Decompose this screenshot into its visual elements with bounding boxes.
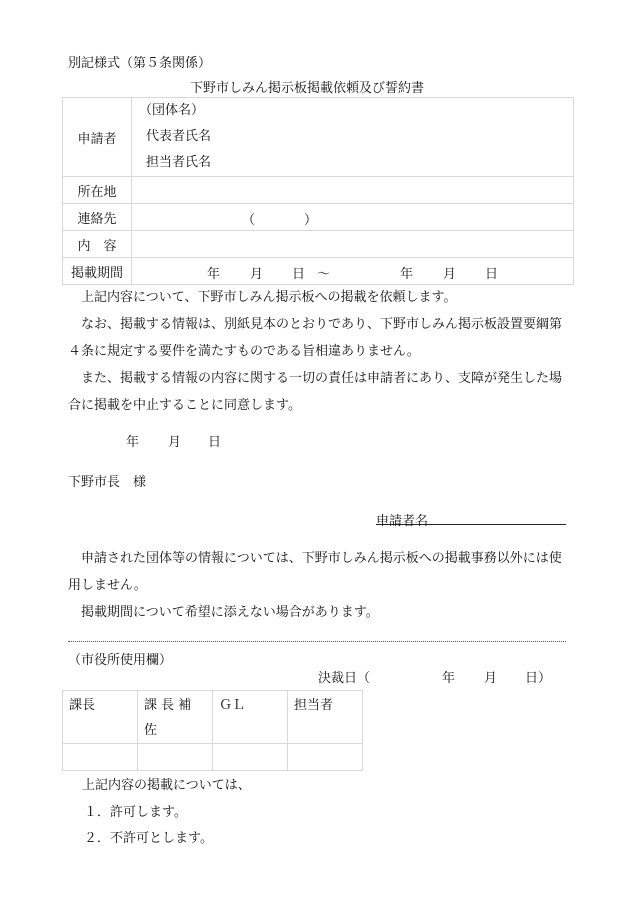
period-label: 掲載期間 bbox=[63, 258, 132, 285]
decision-year: 年 bbox=[442, 671, 456, 686]
phone-paren-close: ） bbox=[304, 213, 318, 228]
phone-paren-open: （ bbox=[242, 213, 256, 228]
period-end-year: 年 bbox=[400, 267, 414, 282]
stamp-header-assistant-chief: 課 長 補 佐 bbox=[138, 691, 213, 744]
body-paragraph-3: また、掲載する情報の内容に関する一切の責任は申請者にあり、支障が発生した場合に掲載を中止することに同意します。 bbox=[68, 371, 563, 413]
applicant-cell[interactable] bbox=[132, 98, 574, 177]
body-paragraph-2: なお、掲載する情報は、別紙見本のとおりであり、下野市しみん掲示板設置要綱第４条に規定する要件を満たすものである旨相違ありません。 bbox=[68, 317, 563, 359]
date-year: 年 bbox=[126, 435, 140, 450]
stamp-cell-gl[interactable] bbox=[213, 744, 288, 771]
decision-month: 月 bbox=[484, 671, 498, 686]
applicant-label: 申請者 bbox=[63, 98, 132, 177]
address-row bbox=[63, 177, 574, 204]
content-row bbox=[63, 231, 574, 258]
stamp-cell-assistant-chief[interactable] bbox=[138, 744, 213, 771]
period-field[interactable] bbox=[132, 258, 574, 285]
applicant-name-label: 申請者名 bbox=[376, 514, 429, 529]
phone-row bbox=[63, 204, 574, 231]
page-title: 下野市しみん掲示板掲載依頼及び誓約書 bbox=[190, 81, 425, 96]
phone-label: 連絡先 bbox=[63, 204, 132, 231]
content-field[interactable] bbox=[132, 231, 574, 258]
body-paragraph-1: 上記内容について、下野市しみん掲示板への掲載を依頼します。 bbox=[81, 290, 457, 305]
contact-person-label: 担当者氏名 bbox=[146, 155, 212, 170]
applicant-row bbox=[63, 98, 574, 177]
stamp-cell-staff[interactable] bbox=[288, 744, 363, 771]
dotted-divider bbox=[68, 641, 566, 642]
period-tilde: ～ bbox=[317, 267, 331, 282]
stamp-header-section-chief: 課長 bbox=[63, 691, 138, 744]
stamp-header-gl: ＧＬ bbox=[213, 691, 288, 744]
phone-field[interactable] bbox=[132, 204, 574, 231]
note-2: 掲載期間について希望に添えない場合があります。 bbox=[81, 605, 379, 620]
address-field[interactable] bbox=[132, 177, 574, 204]
period-end-month: 月 bbox=[443, 267, 457, 282]
representative-label: 代表者氏名 bbox=[146, 129, 212, 144]
period-end-day: 日 bbox=[485, 267, 499, 282]
result-intro: 上記内容の掲載については、 bbox=[82, 778, 251, 793]
office-use-heading: （市役所使用欄） bbox=[68, 653, 173, 668]
addressee: 下野市長 様 bbox=[68, 475, 147, 490]
application-table bbox=[62, 97, 574, 285]
group-name-label: （団体名） bbox=[139, 103, 205, 118]
approval-stamp-table bbox=[62, 690, 363, 771]
stamp-header-row bbox=[63, 691, 363, 744]
applicant-name-line[interactable] bbox=[376, 508, 566, 525]
stamp-header-staff: 担当者 bbox=[288, 691, 363, 744]
option-approve: １．許可します。 bbox=[84, 805, 187, 820]
note-1: 申請された団体等の情報については、下野市しみん掲示板への掲載事務以外には使用しません。 bbox=[68, 551, 562, 593]
period-start-day: 日 bbox=[292, 267, 306, 282]
period-row bbox=[63, 258, 574, 285]
address-label: 所在地 bbox=[63, 177, 132, 204]
period-start-year: 年 bbox=[207, 267, 221, 282]
date-day: 日 bbox=[208, 435, 222, 450]
form-number: 別記様式（第５条関係） bbox=[68, 56, 212, 71]
option-deny: ２．不許可とします。 bbox=[84, 831, 213, 846]
date-month: 月 bbox=[168, 435, 182, 450]
decision-date-label: 決裁日（ bbox=[318, 671, 371, 686]
period-start-month: 月 bbox=[250, 267, 264, 282]
stamp-cell-section-chief[interactable] bbox=[63, 744, 138, 771]
content-label: 内 容 bbox=[63, 231, 132, 258]
decision-day: 日） bbox=[525, 671, 552, 686]
stamp-row bbox=[63, 744, 363, 771]
